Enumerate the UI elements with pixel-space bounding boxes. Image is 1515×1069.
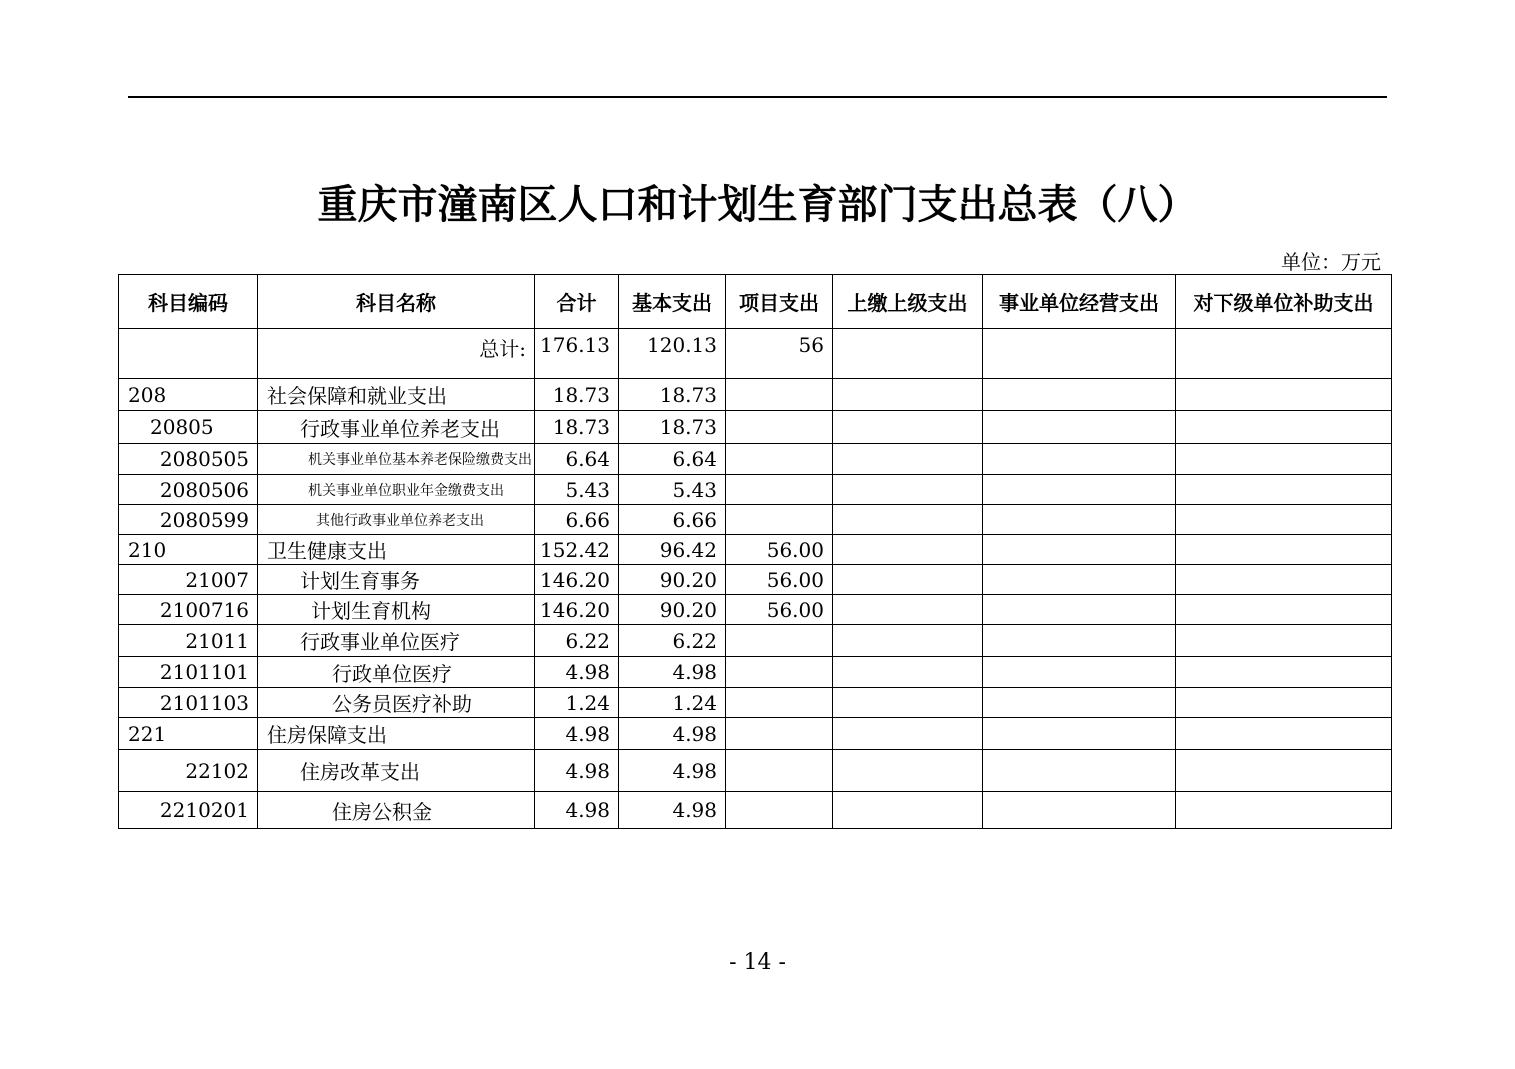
page-title: 重庆市潼南区人口和计划生育部门支出总表（八） (317, 182, 1198, 228)
row-code: 2210201 (119, 792, 258, 829)
table-row (119, 625, 1392, 657)
header-basic: 基本支出 (619, 275, 726, 329)
row-name: 住房公积金 (258, 792, 535, 829)
row-subsidy (1176, 535, 1392, 565)
row-business (983, 688, 1176, 718)
row-subsidy (1176, 625, 1392, 657)
row-subsidy (1176, 718, 1392, 750)
row-business (983, 535, 1176, 565)
row-name: 住房保障支出 (258, 718, 535, 750)
row-business (983, 595, 1176, 625)
row-basic: 18.73 (619, 379, 726, 411)
row-business (983, 792, 1176, 829)
header-name: 科目名称 (258, 275, 535, 329)
row-name: 行政事业单位医疗 (258, 625, 535, 657)
row-code: 2100716 (119, 595, 258, 625)
row-subsidy (1176, 657, 1392, 688)
row-name: 行政事业单位养老支出 (258, 411, 535, 444)
row-business (983, 444, 1176, 475)
row-business (983, 750, 1176, 792)
row-basic: 4.98 (619, 750, 726, 792)
row-code: 2101101 (119, 657, 258, 688)
row-business (983, 718, 1176, 750)
row-name: 其他行政事业单位养老支出 (258, 505, 535, 535)
row-sum: 5.43 (535, 475, 619, 505)
row-subsidy (1176, 750, 1392, 792)
row-sum: 6.22 (535, 625, 619, 657)
row-business (983, 657, 1176, 688)
row-name: 机关事业单位基本养老保险缴费支出 (258, 444, 535, 475)
row-business (983, 625, 1176, 657)
row-sum: 146.20 (535, 595, 619, 625)
row-sum: 18.73 (535, 379, 619, 411)
row-business (983, 379, 1176, 411)
header-row (119, 275, 1392, 329)
row-project (726, 411, 833, 444)
row-sum: 4.98 (535, 792, 619, 829)
row-basic: 4.98 (619, 792, 726, 829)
page-number: - 14 - (729, 950, 786, 975)
row-business (983, 411, 1176, 444)
row-sum: 18.73 (535, 411, 619, 444)
row-subsidy (1176, 475, 1392, 505)
table-row (119, 657, 1392, 688)
row-code: 21007 (119, 565, 258, 595)
row-basic: 1.24 (619, 688, 726, 718)
row-upper (833, 718, 983, 750)
expenditure-table (118, 274, 1392, 829)
row-upper (833, 379, 983, 411)
row-name: 卫生健康支出 (258, 535, 535, 565)
row-subsidy (1176, 444, 1392, 475)
row-basic: 90.20 (619, 595, 726, 625)
row-name: 社会保障和就业支出 (258, 379, 535, 411)
row-upper (833, 505, 983, 535)
row-upper (833, 688, 983, 718)
row-code: 22102 (119, 750, 258, 792)
table-row (119, 535, 1392, 565)
row-code: 2080599 (119, 505, 258, 535)
row-basic: 18.73 (619, 411, 726, 444)
row-project (726, 688, 833, 718)
row-project (726, 657, 833, 688)
row-project (726, 750, 833, 792)
row-code: 2080505 (119, 444, 258, 475)
total-code (119, 329, 258, 379)
row-code: 20805 (119, 411, 258, 444)
row-subsidy (1176, 379, 1392, 411)
header-subsidy: 对下级单位补助支出 (1176, 275, 1392, 329)
row-name: 住房改革支出 (258, 750, 535, 792)
row-name: 行政单位医疗 (258, 657, 535, 688)
header-business: 事业单位经营支出 (983, 275, 1176, 329)
row-project: 56.00 (726, 595, 833, 625)
row-project (726, 718, 833, 750)
row-code: 221 (119, 718, 258, 750)
total-basic: 120.13 (619, 329, 726, 379)
row-code: 2101103 (119, 688, 258, 718)
table-row (119, 595, 1392, 625)
row-upper (833, 444, 983, 475)
row-basic: 4.98 (619, 657, 726, 688)
row-project: 56.00 (726, 535, 833, 565)
table-row (119, 565, 1392, 595)
row-upper (833, 657, 983, 688)
row-code: 208 (119, 379, 258, 411)
row-code: 21011 (119, 625, 258, 657)
row-project (726, 792, 833, 829)
row-basic: 4.98 (619, 718, 726, 750)
row-project (726, 505, 833, 535)
row-business (983, 475, 1176, 505)
row-basic: 5.43 (619, 475, 726, 505)
table-row (119, 475, 1392, 505)
header-sum: 合计 (535, 275, 619, 329)
header-code: 科目编码 (119, 275, 258, 329)
table-row (119, 792, 1392, 829)
total-label: 总计: (258, 329, 535, 379)
row-basic: 6.66 (619, 505, 726, 535)
row-basic: 96.42 (619, 535, 726, 565)
row-project: 56.00 (726, 565, 833, 595)
table-row (119, 379, 1392, 411)
row-upper (833, 475, 983, 505)
row-project (726, 625, 833, 657)
total-subsidy (1176, 329, 1392, 379)
row-sum: 4.98 (535, 657, 619, 688)
row-upper (833, 750, 983, 792)
row-subsidy (1176, 688, 1392, 718)
table-row (119, 718, 1392, 750)
row-upper (833, 792, 983, 829)
row-project (726, 444, 833, 475)
row-project (726, 475, 833, 505)
row-name: 计划生育事务 (258, 565, 535, 595)
table-row (119, 444, 1392, 475)
row-business (983, 505, 1176, 535)
row-subsidy (1176, 565, 1392, 595)
row-sum: 1.24 (535, 688, 619, 718)
header-project: 项目支出 (726, 275, 833, 329)
row-basic: 90.20 (619, 565, 726, 595)
row-upper (833, 565, 983, 595)
table-row (119, 411, 1392, 444)
row-upper (833, 411, 983, 444)
row-subsidy (1176, 505, 1392, 535)
row-upper (833, 535, 983, 565)
total-sum: 176.13 (535, 329, 619, 379)
row-basic: 6.64 (619, 444, 726, 475)
row-name: 计划生育机构 (258, 595, 535, 625)
unit-label: 单位：万元 (1281, 250, 1381, 274)
row-upper (833, 625, 983, 657)
table-row (119, 750, 1392, 792)
table-row (119, 505, 1392, 535)
row-business (983, 565, 1176, 595)
table-row (119, 688, 1392, 718)
total-business (983, 329, 1176, 379)
row-sum: 146.20 (535, 565, 619, 595)
row-basic: 6.22 (619, 625, 726, 657)
row-name: 公务员医疗补助 (258, 688, 535, 718)
row-subsidy (1176, 411, 1392, 444)
row-project (726, 379, 833, 411)
top-rule (128, 96, 1387, 98)
row-upper (833, 595, 983, 625)
total-upper (833, 329, 983, 379)
row-sum: 6.66 (535, 505, 619, 535)
row-sum: 4.98 (535, 750, 619, 792)
total-row (119, 329, 1392, 379)
header-upper: 上缴上级支出 (833, 275, 983, 329)
row-sum: 152.42 (535, 535, 619, 565)
row-subsidy (1176, 595, 1392, 625)
row-code: 210 (119, 535, 258, 565)
row-sum: 6.64 (535, 444, 619, 475)
row-subsidy (1176, 792, 1392, 829)
row-code: 2080506 (119, 475, 258, 505)
row-name: 机关事业单位职业年金缴费支出 (258, 475, 535, 505)
total-project: 56 (726, 329, 833, 379)
row-sum: 4.98 (535, 718, 619, 750)
